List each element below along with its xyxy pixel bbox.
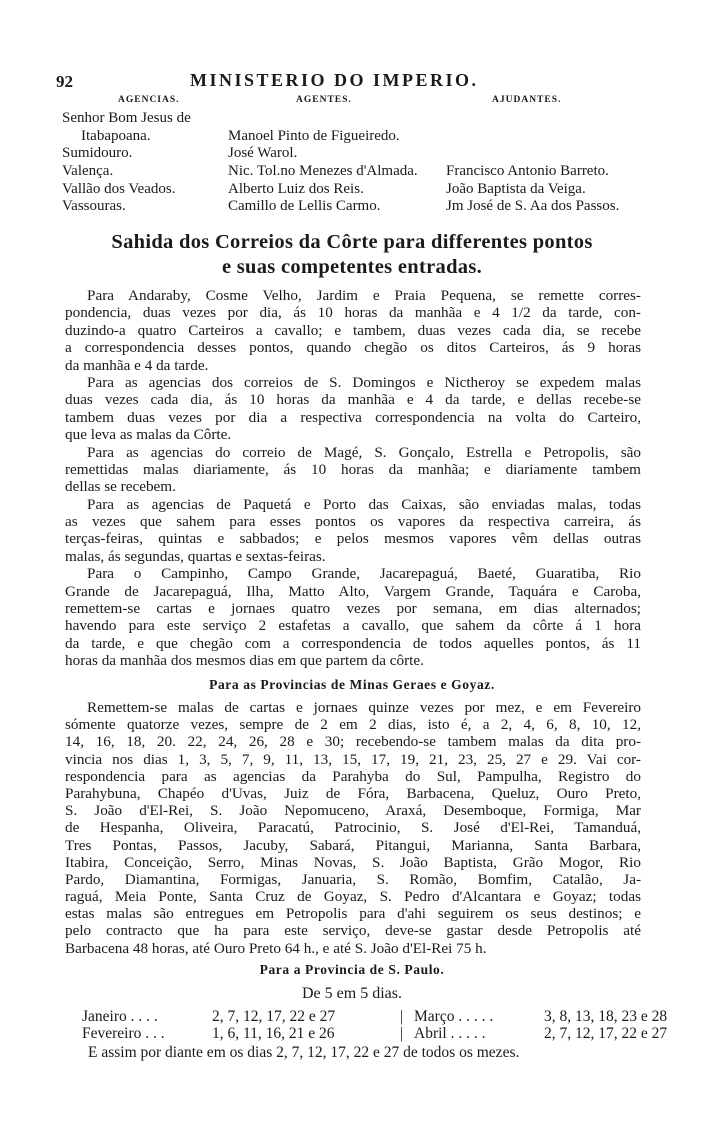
minas-line: Tres Pontas, Passos, Jacuby, Sabará, Pitangui, Marianna, Santa Barbara,: [65, 836, 641, 854]
section-title: [62, 230, 642, 280]
month-label: Janeiro . . . .: [82, 1008, 158, 1025]
paragraph-line: tambem duas vezes por dia a respectiva correspondencia na volta do Carteiro,: [65, 408, 641, 426]
column-header-agentes: AGENTES.: [296, 95, 352, 105]
page-number: 92: [56, 72, 73, 91]
paragraph-line: Para as agencias dos correios de S. Domingos e Nictheroy se expedem malas: [87, 373, 641, 391]
paragraph-line: remettidas malas diariamente, ás 10 horas da manhãa; e diariamente tambem: [65, 460, 641, 478]
sao-paulo-frequency: De 5 em 5 dias.: [302, 985, 402, 1002]
paragraph-line: Para as agencias de Paquetá e Porto das Caixas, são enviadas malas, todas: [87, 495, 641, 513]
agente-cell: Alberto Luiz dos Reis.: [228, 180, 364, 197]
paragraph-line: pondencia, duas vezes por dia, ás 10 horas da manhãa e 4 1/2 da tarde, con-: [65, 304, 641, 322]
paragraph-line: remettem-se cartas e jornaes quatro vezes por semana, em dias alternados;: [65, 600, 641, 618]
days-list: 3, 8, 13, 18, 23 e 28: [544, 1008, 668, 1025]
minas-line: estas malas são entregues em Petropolis para d'ahi seguirem os seus destinos; e: [65, 905, 641, 923]
minas-line: Remettem-se malas de cartas e jornaes quinze vezes por mez, e em Fevereiro: [87, 699, 641, 716]
agencia-cell: Vassouras.: [62, 198, 126, 214]
paragraph-line: malas, ás segundas, quartas e sextas-feiras.: [65, 547, 326, 565]
agencia-cell: Sumidouro.: [62, 145, 133, 161]
column-divider: |: [400, 1008, 404, 1025]
paragraph-line: da tarde, e que chegão com a correspondencia de todos aquelles pontos, ás 11: [65, 634, 641, 652]
minas-line: 14, 16, 18, 20. 22, 24, 26, 28 e 30; recebendo-se tambem malas da dita pro-: [65, 733, 641, 751]
ajudante-cell: Jm José de S. Aa dos Passos.: [446, 198, 620, 214]
paragraph-line: Para as agencias do correio de Magé, S. Gonçalo, Estrella e Petropolis, são: [87, 443, 641, 461]
minas-line: raguá, Meia Ponte, Santa Cruz de Goyaz, S. Pedro d'Alcantara e Goyaz; todas: [65, 888, 641, 906]
month-label: Março . . . . .: [414, 1008, 494, 1025]
table-row: [62, 181, 682, 199]
column-header-ajudantes: AJUDANTES.: [492, 95, 562, 105]
body-paragraphs: [65, 287, 641, 670]
sao-paulo-heading: Para a Provincia de S. Paulo.: [259, 962, 445, 977]
minas-line: Parahybuna, Chapéo d'Uvas, Juiz de Fóra, Barbacena, Queluz, Ouro Preto,: [65, 784, 641, 802]
running-title: MINISTERIO DO IMPERIO.: [190, 70, 479, 90]
paragraph-line: Grande de Jacarepaguá, Ilha, Matto Alto, Vargem Grande, Taquára e Caroba,: [65, 582, 641, 600]
table-row: [62, 110, 682, 128]
agente-cell: Manoel Pinto de Figueiredo.: [228, 127, 400, 144]
section-title-line: e suas competentes entradas.: [221, 256, 483, 278]
paragraph-line: terças-feiras, quintas e sabbados; e pelos mesmos vapores vêm dellas outras: [65, 530, 641, 548]
minas-line: S. João d'El-Rei, S. João Nepomuceno, Araxá, Desemboque, Formiga, Mar: [65, 802, 641, 820]
column-header-agencias: AGENCIAS.: [118, 95, 180, 105]
column-divider: |: [400, 1025, 404, 1042]
minas-line: vincia nos dias 1, 3, 5, 7, 9, 11, 13, 15, 17, 19, 21, 23, 25, 27 e 29. Vai cor-: [65, 750, 641, 768]
month-label: Abril . . . . .: [414, 1025, 486, 1042]
minas-line: Pardo, Diamantina, Formigas, Januaria, S. Romão, Bomfim, Catalão, Ja-: [65, 870, 641, 888]
schedule-row: [82, 1008, 668, 1025]
agencia-cell: Vallão dos Veados.: [62, 180, 176, 197]
agente-cell: Camillo de Lellis Carmo.: [228, 198, 381, 214]
table-row: [62, 163, 682, 181]
minas-line: Itabira, Conceição, Serro, Minas Novas, S. João Baptista, Grão Mogor, Rio: [65, 853, 641, 871]
minas-line: de Hespanha, Oliveira, Paracatú, Patrocinio, S. José d'El-Rei, Tamanduá,: [65, 819, 641, 837]
minas-heading: Para as Provincias de Minas Geraes e Goyaz.: [209, 677, 495, 692]
minas-line: pelo contracto que ha para este serviço, deve-se gastar desde Petropolis até: [65, 922, 641, 940]
paragraph-line: duas vezes cada dia, ás 10 horas da manhãa e 4 da tarde, e dellas recebe-se: [65, 391, 641, 409]
ajudante-cell: João Baptista da Veiga.: [446, 180, 586, 197]
paragraph-line: horas da manhãa dos mesmos dias em que partem da côrte.: [65, 652, 424, 670]
paragraph-line: a correspondencia desses pontos, quando chegão os ditos Carteiros, ás 9 horas: [65, 339, 641, 357]
month-label: Fevereiro . . .: [82, 1025, 165, 1042]
days-list: 2, 7, 12, 17, 22 e 27: [212, 1008, 336, 1025]
paragraph-line: que leva as malas da Côrte.: [65, 426, 232, 444]
sao-paulo-footer: E assim por diante em os dias 2, 7, 12, 17, 22 e 27 de todos os mezes.: [88, 1044, 520, 1061]
minas-line: Barbacena 48 horas, até Ouro Preto 64 h., e até S. João d'El-Rei 75 h.: [65, 939, 487, 957]
paragraph-line: as vezes que sahem para esses pontos os vapores da respectiva carreira, ás: [65, 513, 641, 531]
minas-line: sómente quatorze vezes, sempre de 2 em 2 dias, isto é, a 2, 4, 6, 8, 10, 12,: [65, 716, 641, 734]
paragraph-line: dellas se recebem.: [65, 478, 176, 496]
agencia-cell: Valença.: [62, 163, 114, 179]
table-row: [62, 128, 682, 146]
section-title-line: Sahida dos Correios da Côrte para differentes pontos: [111, 231, 593, 253]
days-list: 1, 6, 11, 16, 21 e 26: [212, 1025, 335, 1042]
agencia-cell: Senhor Bom Jesus de: [62, 110, 191, 126]
agente-cell: Nic. Tol.no Menezes d'Almada.: [228, 163, 418, 179]
paragraph-line: duzindo-a quatro Carteiros a cavallo; e tambem, duas vezes cada dia, se recebe: [65, 321, 641, 339]
agente-cell: José Warol.: [228, 145, 298, 161]
paragraph-line: havendo para este serviço 2 estafetas a cavallo, que sahem da côrte á 1 hora: [65, 617, 641, 635]
paragraph-line: da manhãa e 4 da tarde.: [65, 356, 209, 374]
table-row: [62, 145, 682, 163]
minas-line: respondencia para as agencias da Parahyba do Sul, Pampulha, Registro do: [65, 767, 641, 785]
minas-paragraph: [65, 699, 641, 957]
schedule-row: [82, 1025, 668, 1042]
ajudante-cell: Francisco Antonio Barreto.: [446, 163, 609, 179]
days-list: 2, 7, 12, 17, 22 e 27: [544, 1025, 668, 1042]
paragraph-line: Para o Campinho, Campo Grande, Jacarepaguá, Baeté, Guaratiba, Rio: [87, 565, 641, 583]
agencia-cell: Itabapoana.: [81, 127, 151, 144]
paragraph-line: Para Andaraby, Cosme Velho, Jardim e Praia Pequena, se remette corres-: [87, 287, 641, 304]
table-row: [62, 198, 682, 216]
